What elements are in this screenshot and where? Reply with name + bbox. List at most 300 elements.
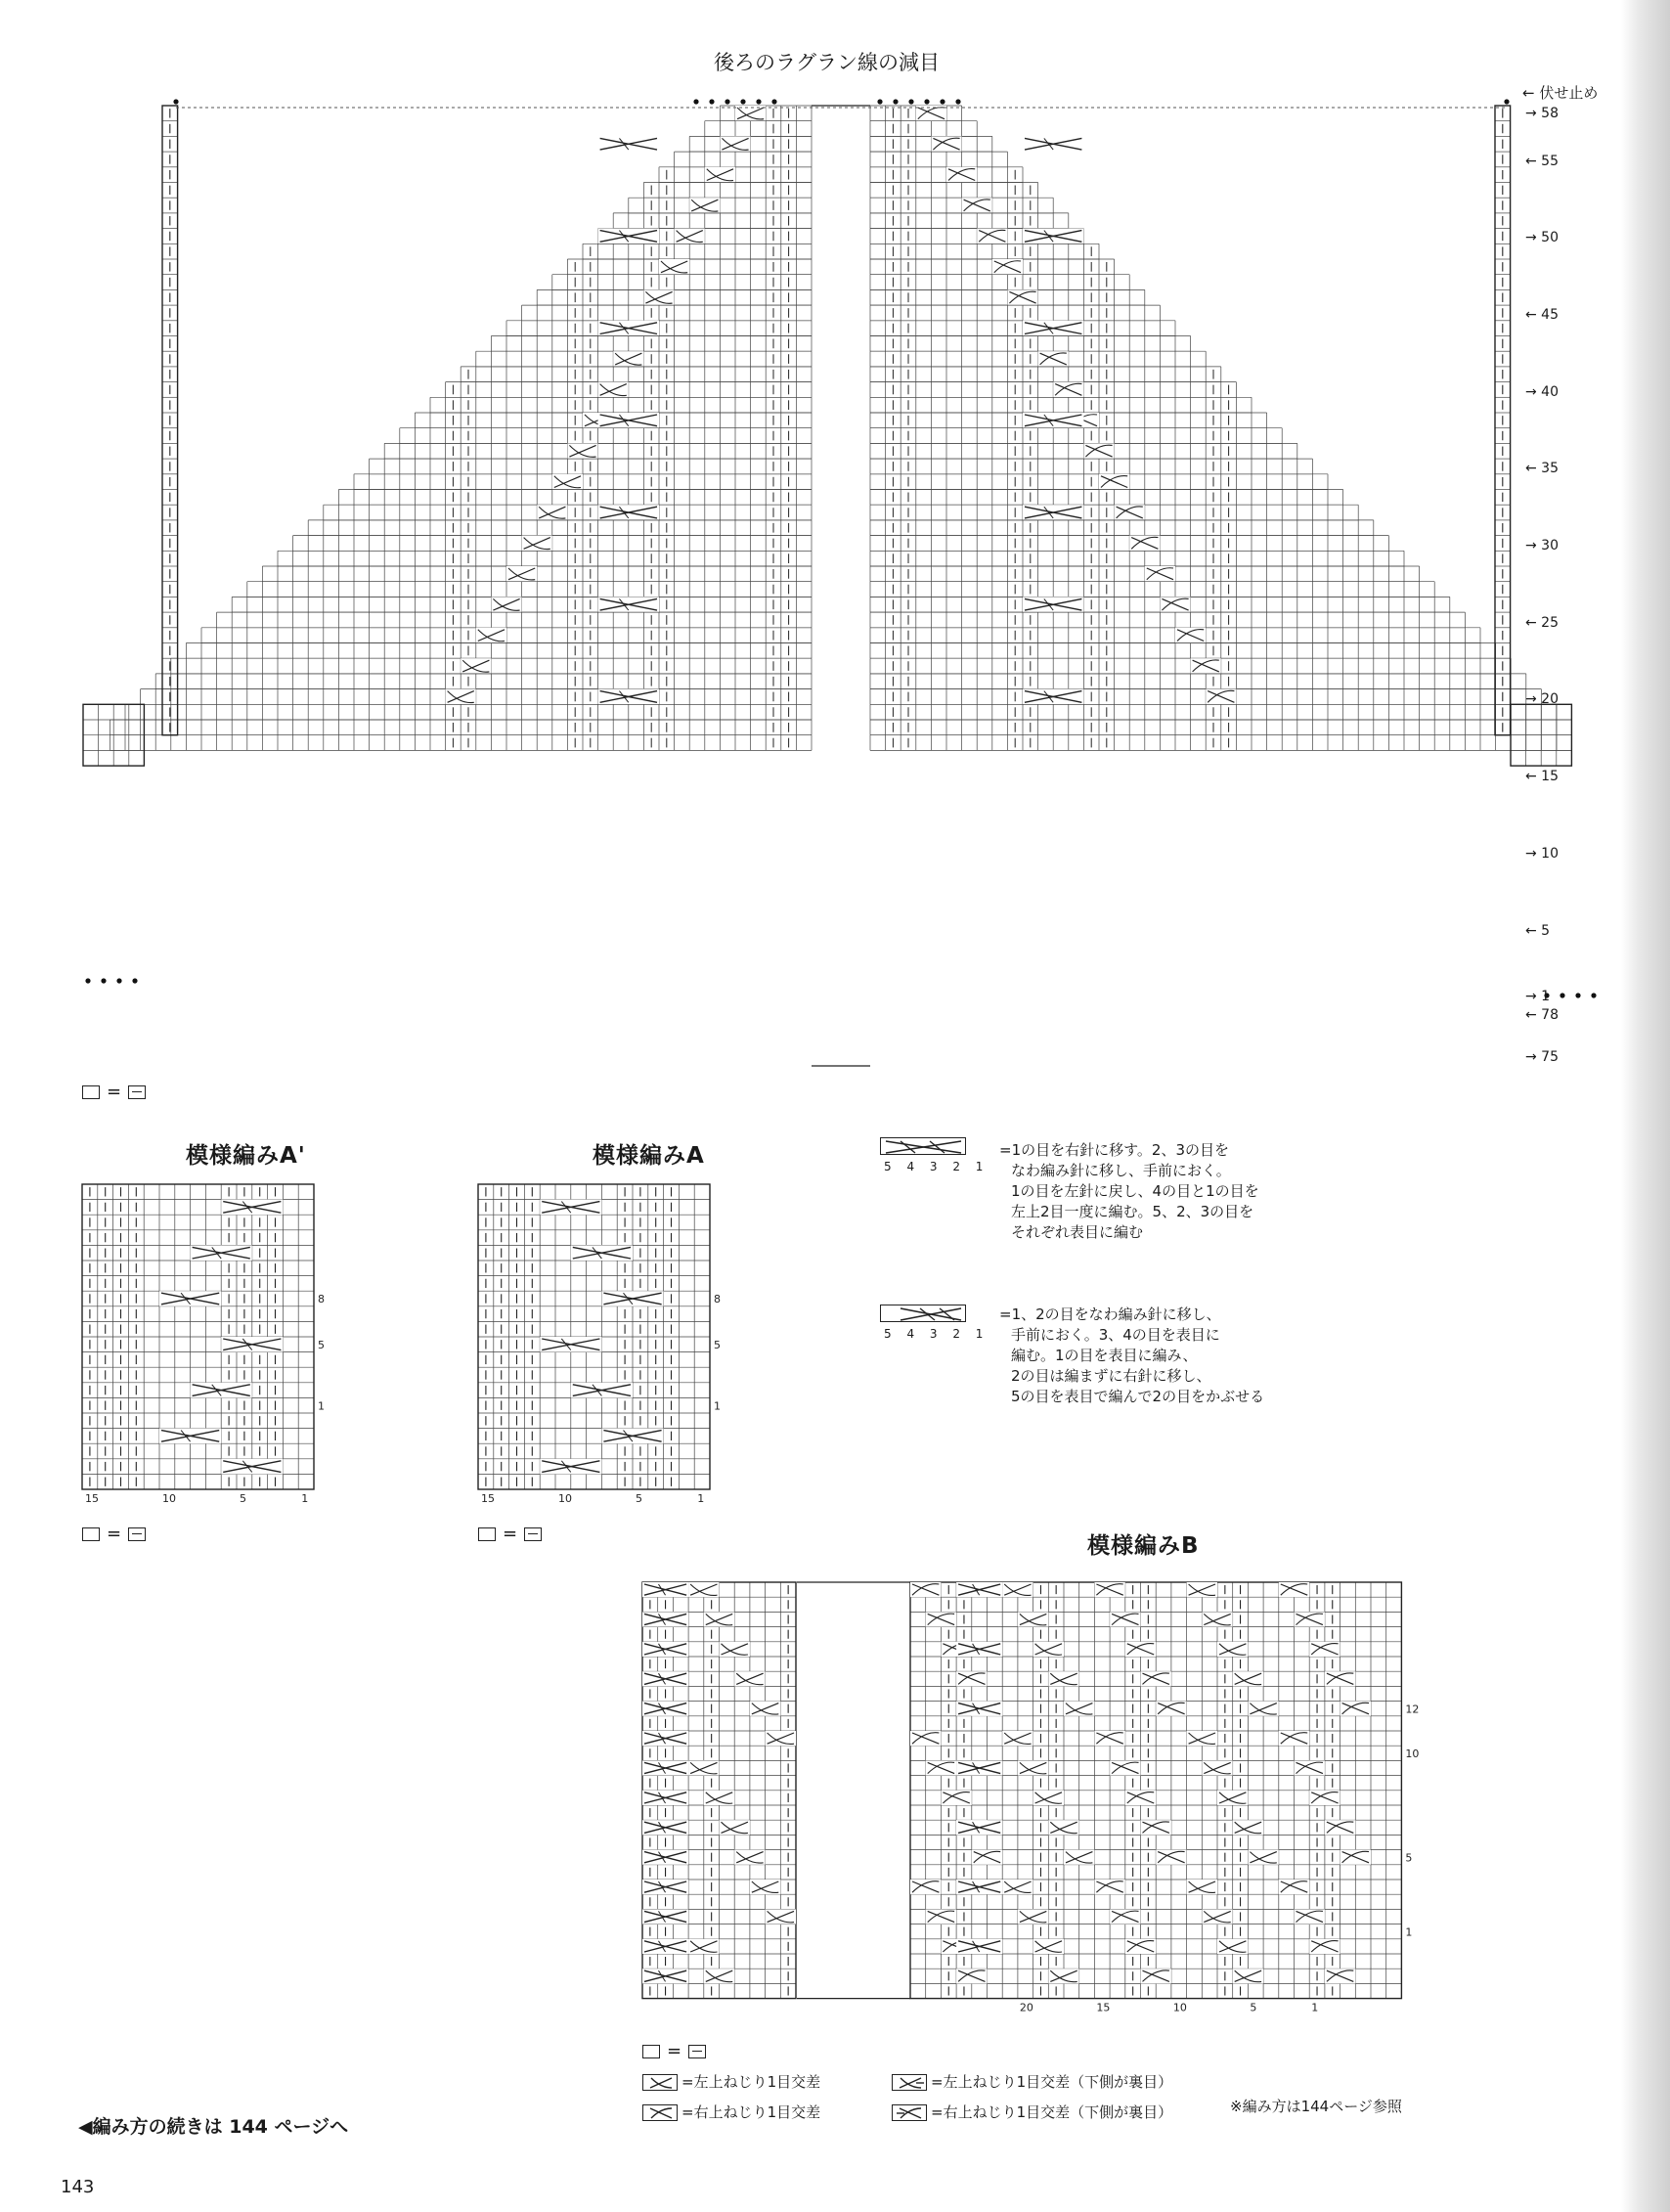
chart-row-right bbox=[870, 367, 1221, 382]
twist-cross-symbol bbox=[1217, 1791, 1248, 1805]
row-marker: → 10 bbox=[1525, 846, 1559, 862]
cable-cross-symbol bbox=[956, 1880, 1002, 1894]
col-label: 5 bbox=[636, 1492, 642, 1505]
pattern-b-note: ※編み方は144ページ参照 bbox=[1230, 2098, 1402, 2115]
twist-cross-symbol bbox=[506, 566, 537, 582]
twist-cross-symbol bbox=[1110, 1760, 1140, 1775]
twist-cross-symbol bbox=[1295, 1909, 1325, 1924]
cable-cross-symbol bbox=[1023, 597, 1083, 612]
legend-label: =左上ねじり1目交差（下側が裏目） bbox=[931, 2073, 1173, 2091]
twist-cross-symbol bbox=[688, 1760, 719, 1775]
purl-square-icon bbox=[524, 1527, 542, 1541]
twist-cross-symbol bbox=[972, 1850, 1002, 1865]
chart-row-left bbox=[155, 674, 812, 689]
cable-cross-symbol bbox=[598, 413, 659, 428]
bind-off-dot bbox=[725, 99, 729, 104]
twist-cross-symbol bbox=[567, 443, 597, 459]
cable-symbol-1-columns: 5 4 3 2 1 bbox=[884, 1160, 989, 1173]
twist-cross-symbol bbox=[1125, 1642, 1156, 1657]
purl-square-icon bbox=[128, 1085, 146, 1099]
cable-symbol-1-description bbox=[999, 1140, 1259, 1243]
chart-row-left bbox=[293, 536, 812, 552]
twist-cross-symbol bbox=[1038, 351, 1069, 367]
col-label: 20 bbox=[1019, 2001, 1033, 2014]
legend-line: 1の目を左針に戻し、4の目と1の目を bbox=[1011, 1182, 1259, 1200]
chart-row-right bbox=[870, 213, 1069, 229]
cable-cross-symbol bbox=[642, 1820, 688, 1835]
chart-row-right bbox=[870, 551, 1404, 566]
twist-cross-symbol bbox=[956, 1969, 987, 1983]
twist-cross-symbol bbox=[910, 1880, 941, 1894]
bind-off-dot bbox=[1591, 993, 1596, 997]
chart-row-right bbox=[870, 643, 1496, 659]
left-base-grid bbox=[83, 704, 144, 766]
cable-cross-symbol bbox=[1023, 229, 1083, 244]
twist-cross-symbol bbox=[461, 658, 491, 674]
twist-cross-symbol bbox=[750, 1880, 780, 1894]
twist-cross-symbol bbox=[1018, 1909, 1048, 1924]
twist-cross-symbol bbox=[1279, 1880, 1309, 1894]
row-marker: ← 45 bbox=[1525, 307, 1559, 323]
legend-line: なわ編み針に移し、手前におく。 bbox=[1011, 1162, 1231, 1179]
col-label: 10 bbox=[1172, 2001, 1187, 2014]
cable-cross-symbol bbox=[956, 1939, 1002, 1954]
legend-line: それぞれ表目に編む bbox=[1011, 1223, 1144, 1241]
cable-cross-symbol bbox=[601, 1429, 663, 1444]
continue-link[interactable]: ◀編み方の続きは 144 ページへ bbox=[78, 2116, 349, 2138]
chart-row-left bbox=[613, 213, 812, 229]
twist-cross-symbol bbox=[1064, 1850, 1094, 1865]
chart-row-right bbox=[870, 275, 1129, 290]
legend-label: =右上ねじり1目交差 bbox=[681, 2103, 821, 2121]
cable-cross-symbol bbox=[956, 1642, 1002, 1657]
pattern-a-key bbox=[478, 1524, 542, 1544]
twist-cross-symbol bbox=[1233, 1671, 1263, 1686]
twist-cross-symbol bbox=[1033, 1939, 1064, 1954]
main-chart-title: 後ろのラグラン線の減目 bbox=[714, 51, 940, 74]
right-base-grid bbox=[1511, 704, 1571, 766]
cable-cross-symbol bbox=[642, 1939, 688, 1954]
twist-cross-symbol bbox=[1248, 1850, 1278, 1865]
twist-cross-symbol bbox=[720, 1642, 750, 1657]
twist-cross-symbol bbox=[1094, 1880, 1124, 1894]
bind-off-label: ← 伏せ止め bbox=[1522, 84, 1599, 102]
twist-cross-symbol bbox=[1325, 1969, 1355, 1983]
twist-cross-symbol bbox=[552, 474, 583, 490]
pattern-b-legend-right bbox=[892, 2072, 1214, 2123]
chart-row-left bbox=[278, 551, 812, 566]
blank-square-icon bbox=[478, 1527, 496, 1541]
cable-cross-symbol bbox=[221, 1200, 283, 1216]
col-label: 1 bbox=[697, 1492, 705, 1505]
col-label: 1 bbox=[1311, 2001, 1319, 2014]
twist-cross-symbol bbox=[766, 1731, 796, 1746]
bind-off-dot bbox=[173, 99, 178, 104]
chart-row-left bbox=[461, 367, 812, 382]
twist-cross-symbol bbox=[1033, 1791, 1064, 1805]
twist-cross-symbol bbox=[1048, 1671, 1078, 1686]
col-label: 15 bbox=[481, 1492, 495, 1505]
twist-cross-symbol bbox=[1110, 1612, 1140, 1626]
cable-cross-symbol bbox=[540, 1459, 601, 1475]
twist-cross-symbol bbox=[1094, 1731, 1124, 1746]
chart-row-right bbox=[870, 704, 1557, 720]
chart-row-left bbox=[430, 397, 812, 413]
twist-cross-symbol bbox=[962, 198, 992, 213]
twist-cross-symbol bbox=[1191, 658, 1221, 674]
bind-off-dot bbox=[85, 978, 90, 983]
row-label: 5 bbox=[714, 1339, 721, 1351]
chart-row-right bbox=[870, 428, 1282, 444]
row-marker: ← 35 bbox=[1525, 461, 1559, 476]
twist-cross-symbol bbox=[1156, 1702, 1186, 1716]
cable-cross-symbol bbox=[571, 1245, 633, 1261]
legend-line: 2の目は編まずに右針に移し、 bbox=[1011, 1367, 1211, 1385]
twist-cross-symbol bbox=[1279, 1731, 1309, 1746]
cable-cross-symbol bbox=[540, 1337, 601, 1352]
twist-cross-symbol bbox=[946, 167, 977, 183]
cable-cross-symbol bbox=[956, 1760, 1002, 1775]
twist-cross-symbol bbox=[1217, 1642, 1248, 1657]
cable-cross-symbol bbox=[191, 1245, 252, 1261]
chart-row-right bbox=[870, 152, 1007, 167]
col-label: 5 bbox=[1250, 2001, 1257, 2014]
twist-cross-symbol bbox=[1325, 1820, 1355, 1835]
key-equals: = bbox=[107, 1082, 122, 1102]
pattern-a-prime-key bbox=[82, 1524, 146, 1544]
twist-cross-symbol bbox=[1125, 1791, 1156, 1805]
twist-cross-symbol bbox=[1217, 1939, 1248, 1954]
chart-row-right bbox=[870, 674, 1526, 689]
blank-square-icon bbox=[642, 2045, 660, 2058]
row-marker: ← 78 bbox=[1525, 1007, 1559, 1023]
legend-item bbox=[892, 2102, 1214, 2123]
row-marker: → 20 bbox=[1525, 691, 1559, 707]
row-marker: ← 15 bbox=[1525, 769, 1559, 784]
chart-row-right bbox=[870, 490, 1343, 506]
twist-cross-symbol bbox=[1187, 1582, 1217, 1597]
pattern-a-title: 模様編みA bbox=[593, 1143, 705, 1169]
twist-cross-symbol bbox=[613, 351, 643, 367]
col-label: 15 bbox=[1096, 2001, 1111, 2014]
chart-row-right bbox=[870, 183, 1038, 199]
cable-cross-symbol bbox=[956, 1820, 1002, 1835]
row-marker: → 58 bbox=[1525, 106, 1559, 121]
blank-square-icon bbox=[82, 1085, 100, 1099]
twist-cross-symbol bbox=[916, 106, 946, 121]
twist-cross-symbol bbox=[931, 136, 961, 152]
chart-row-left bbox=[643, 183, 812, 199]
chart-row-right bbox=[870, 305, 1160, 321]
twist-cross-symbol bbox=[1340, 1702, 1371, 1716]
cable-cross-symbol bbox=[642, 1909, 688, 1924]
row-label: 1 bbox=[1405, 1925, 1413, 1939]
cable-cross-symbol bbox=[1023, 321, 1083, 336]
row-label: 12 bbox=[1405, 1703, 1420, 1716]
twist-cross-symbol bbox=[1295, 1612, 1325, 1626]
row-label: 5 bbox=[318, 1339, 325, 1351]
cable-cross-symbol bbox=[598, 505, 659, 520]
bind-off-dot bbox=[940, 99, 945, 104]
chart-row-left bbox=[583, 243, 812, 259]
twist-cross-symbol bbox=[537, 505, 567, 520]
twist-cross-symbol bbox=[1125, 1939, 1156, 1954]
chart-row-left bbox=[522, 305, 812, 321]
bind-off-dot bbox=[924, 99, 929, 104]
row-label: 1 bbox=[318, 1399, 325, 1413]
twist-cross-symbol bbox=[689, 198, 720, 213]
cable-cross-symbol bbox=[598, 321, 659, 336]
cable-cross-symbol bbox=[642, 1969, 688, 1983]
row-marker: → 75 bbox=[1525, 1049, 1559, 1065]
row-marker: ← 5 bbox=[1525, 923, 1551, 939]
twist-cross-symbol bbox=[766, 1909, 796, 1924]
twist-cross-symbol bbox=[992, 259, 1023, 275]
chart-row-right bbox=[870, 612, 1465, 628]
purl-square-icon bbox=[128, 1527, 146, 1541]
twist-cross-symbol bbox=[1048, 1969, 1078, 1983]
twist-cross-symbol bbox=[1233, 1820, 1263, 1835]
chart-row-left bbox=[338, 490, 812, 506]
bind-off-dot bbox=[771, 99, 776, 104]
twist-cross-symbol bbox=[704, 1969, 734, 1983]
twist-cross-symbol bbox=[446, 689, 476, 705]
page-number: 143 bbox=[61, 2177, 95, 2197]
bind-off-dot bbox=[709, 99, 714, 104]
cable-cross-symbol bbox=[159, 1291, 221, 1306]
cable-cross-symbol bbox=[601, 1291, 663, 1306]
cable-symbol-2-columns: 5 4 3 2 1 bbox=[884, 1327, 989, 1341]
right-twist-cross-purl-icon bbox=[892, 2104, 927, 2121]
twist-cross-symbol bbox=[1053, 382, 1083, 398]
cable-cross-symbol bbox=[642, 1612, 688, 1626]
cable-cross-symbol bbox=[642, 1582, 688, 1597]
row-marker: → 40 bbox=[1525, 384, 1559, 400]
chart-row-left bbox=[125, 704, 812, 720]
twist-cross-symbol bbox=[1141, 1671, 1171, 1686]
twist-cross-symbol bbox=[1340, 1850, 1371, 1865]
cable-cross-symbol bbox=[159, 1429, 221, 1444]
twist-cross-symbol bbox=[941, 1791, 971, 1805]
chart-row-left bbox=[491, 336, 812, 352]
cable-symbol-2-description bbox=[999, 1305, 1264, 1407]
cable-cross-symbol bbox=[598, 689, 659, 705]
bind-off-text: 伏せ止め bbox=[1539, 84, 1599, 102]
twist-cross-symbol bbox=[1002, 1880, 1033, 1894]
twist-cross-symbol bbox=[956, 1671, 987, 1686]
row-label: 8 bbox=[714, 1293, 721, 1306]
chart-row-right bbox=[870, 336, 1191, 352]
col-label: 10 bbox=[162, 1492, 176, 1505]
twist-cross-symbol bbox=[1206, 689, 1236, 705]
chart-row-left bbox=[308, 520, 812, 536]
row-label: 1 bbox=[714, 1399, 721, 1413]
chart-row-left bbox=[400, 428, 812, 444]
chart-row-left bbox=[552, 275, 812, 290]
cable-cross-symbol bbox=[540, 1200, 601, 1216]
bind-off-dot bbox=[132, 978, 137, 983]
chart-row-right bbox=[870, 121, 977, 137]
cable-cross-symbol bbox=[642, 1702, 688, 1716]
twist-cross-symbol bbox=[1141, 1820, 1171, 1835]
bind-off-dot bbox=[1504, 99, 1509, 104]
twist-cross-symbol bbox=[1141, 1969, 1171, 1983]
row-marker: → 30 bbox=[1525, 538, 1559, 553]
pattern-b-chart bbox=[640, 1574, 1648, 2034]
twist-cross-symbol bbox=[734, 1850, 765, 1865]
bind-off-dot bbox=[1575, 993, 1580, 997]
twist-cross-symbol bbox=[1007, 289, 1037, 305]
twist-cross-symbol bbox=[1202, 1612, 1232, 1626]
cable-cross-symbol bbox=[1023, 413, 1083, 428]
twist-cross-symbol bbox=[1099, 474, 1129, 490]
twist-cross-symbol bbox=[688, 1582, 719, 1597]
cable-cross-symbol bbox=[598, 136, 659, 152]
twist-cross-symbol bbox=[926, 1909, 956, 1924]
right-twist-cross-icon bbox=[642, 2104, 678, 2121]
cable-cross-symbol bbox=[642, 1850, 688, 1865]
cable-cross-symbol bbox=[598, 229, 659, 244]
chart-row-left bbox=[110, 720, 812, 735]
twist-cross-symbol bbox=[1094, 1582, 1124, 1597]
row-marker: → 1 bbox=[1525, 989, 1551, 1004]
twist-cross-symbol bbox=[704, 1791, 734, 1805]
blank-square-icon bbox=[82, 1527, 100, 1541]
twist-cross-symbol bbox=[1110, 1909, 1140, 1924]
twist-cross-symbol bbox=[1309, 1642, 1340, 1657]
cable-cross-symbol bbox=[1023, 505, 1083, 520]
cable-cross-symbol bbox=[191, 1383, 252, 1398]
pattern-a-prime-chart bbox=[78, 1180, 420, 1513]
twist-cross-symbol bbox=[926, 1612, 956, 1626]
cable-symbol-2-icon bbox=[880, 1305, 966, 1322]
bind-off-dot bbox=[1560, 993, 1564, 997]
chart-row-left bbox=[217, 612, 812, 628]
cable-cross-symbol bbox=[571, 1383, 633, 1398]
left-twist-cross-purl-icon bbox=[892, 2074, 927, 2091]
chart-row-left bbox=[370, 459, 812, 474]
bind-off-dot bbox=[877, 99, 882, 104]
main-raglan-chart bbox=[0, 0, 1670, 1085]
cable-cross-symbol bbox=[642, 1760, 688, 1775]
twist-cross-symbol bbox=[675, 229, 705, 244]
twist-cross-symbol bbox=[1187, 1880, 1217, 1894]
row-marker: ← 25 bbox=[1525, 615, 1559, 631]
chart-row-right bbox=[870, 243, 1099, 259]
twist-cross-symbol bbox=[1279, 1582, 1309, 1597]
pattern-b-title: 模様編みB bbox=[1087, 1533, 1200, 1559]
chart-row-right bbox=[870, 582, 1434, 597]
cable-cross-symbol bbox=[642, 1880, 688, 1894]
bind-off-dot bbox=[893, 99, 898, 104]
twist-cross-symbol bbox=[910, 1582, 941, 1597]
legend-line: 編む。1の目を表目に編み、 bbox=[1011, 1347, 1198, 1364]
twist-cross-symbol bbox=[720, 136, 750, 152]
chart-row-right bbox=[870, 520, 1374, 536]
key-equals: = bbox=[107, 1524, 122, 1544]
twist-cross-symbol bbox=[476, 628, 506, 643]
twist-cross-symbol bbox=[977, 229, 1007, 244]
twist-cross-symbol bbox=[1248, 1702, 1278, 1716]
bind-off-dot bbox=[101, 978, 106, 983]
cable-cross-symbol bbox=[1023, 689, 1083, 705]
main-chart-key bbox=[82, 1082, 146, 1102]
chart-row-left bbox=[705, 121, 812, 137]
legend-label: =右上ねじり1目交差（下側が裏目） bbox=[931, 2103, 1173, 2121]
legend-line: =1、2の目をなわ編み針に移し、 bbox=[999, 1305, 1221, 1323]
chart-row-left bbox=[186, 643, 812, 659]
twist-cross-symbol bbox=[705, 167, 735, 183]
pattern-b-key bbox=[642, 2041, 706, 2061]
twist-cross-symbol bbox=[750, 1702, 780, 1716]
col-label: 1 bbox=[301, 1492, 309, 1505]
legend-line: 左上2目一度に編む。5、2、3の目を bbox=[1011, 1203, 1254, 1220]
legend-label: =左上ねじり1目交差 bbox=[681, 2073, 821, 2091]
row-label: 10 bbox=[1405, 1747, 1420, 1761]
twist-cross-symbol bbox=[643, 289, 674, 305]
cable-cross-symbol bbox=[221, 1459, 283, 1475]
legend-line: 手前におく。3、4の目を表目に bbox=[1011, 1326, 1220, 1344]
twist-cross-symbol bbox=[1033, 1642, 1064, 1657]
twist-cross-symbol bbox=[1233, 1969, 1263, 1983]
row-marker: → 50 bbox=[1525, 230, 1559, 245]
legend-line: =1の目を右針に移す。2、3の目を bbox=[999, 1141, 1230, 1159]
legend-item bbox=[892, 2072, 1214, 2093]
twist-cross-symbol bbox=[1145, 566, 1175, 582]
key-equals: = bbox=[503, 1524, 518, 1544]
twist-cross-symbol bbox=[598, 382, 629, 398]
cable-cross-symbol bbox=[642, 1642, 688, 1657]
twist-cross-symbol bbox=[1002, 1582, 1033, 1597]
twist-cross-symbol bbox=[1064, 1702, 1094, 1716]
chart-row-left bbox=[110, 735, 812, 751]
twist-cross-symbol bbox=[659, 259, 689, 275]
row-label: 5 bbox=[1405, 1851, 1413, 1865]
key-equals: = bbox=[667, 2041, 682, 2061]
twist-cross-symbol bbox=[688, 1939, 719, 1954]
twist-cross-symbol bbox=[1115, 505, 1145, 520]
cable-symbol-1-icon bbox=[880, 1137, 966, 1155]
col-label: 5 bbox=[240, 1492, 246, 1505]
bind-off-dot bbox=[740, 99, 745, 104]
twist-cross-symbol bbox=[1048, 1820, 1078, 1835]
chart-row-right bbox=[870, 397, 1252, 413]
cable-cross-symbol bbox=[642, 1731, 688, 1746]
twist-cross-symbol bbox=[1295, 1760, 1325, 1775]
twist-cross-symbol bbox=[1309, 1939, 1340, 1954]
twist-cross-symbol bbox=[734, 1671, 765, 1686]
twist-cross-symbol bbox=[1129, 536, 1160, 552]
twist-cross-symbol bbox=[1202, 1909, 1232, 1924]
pattern-a-chart bbox=[474, 1180, 816, 1513]
twist-cross-symbol bbox=[1160, 597, 1190, 612]
twist-cross-symbol bbox=[1018, 1760, 1048, 1775]
chart-row-right bbox=[870, 459, 1312, 474]
twist-cross-symbol bbox=[910, 1731, 941, 1746]
twist-cross-symbol bbox=[1325, 1671, 1355, 1686]
twist-cross-symbol bbox=[1175, 628, 1206, 643]
twist-cross-symbol bbox=[1309, 1791, 1340, 1805]
cable-cross-symbol bbox=[956, 1702, 1002, 1716]
chart-row-left bbox=[247, 582, 812, 597]
bind-off-dot bbox=[116, 978, 121, 983]
twist-cross-symbol bbox=[926, 1760, 956, 1775]
bind-off-dot bbox=[756, 99, 761, 104]
twist-cross-symbol bbox=[1002, 1731, 1033, 1746]
bind-off-dot bbox=[955, 99, 960, 104]
legend-line: 5の目を表目で編んで2の目をかぶせる bbox=[1011, 1388, 1265, 1405]
cable-cross-symbol bbox=[598, 597, 659, 612]
